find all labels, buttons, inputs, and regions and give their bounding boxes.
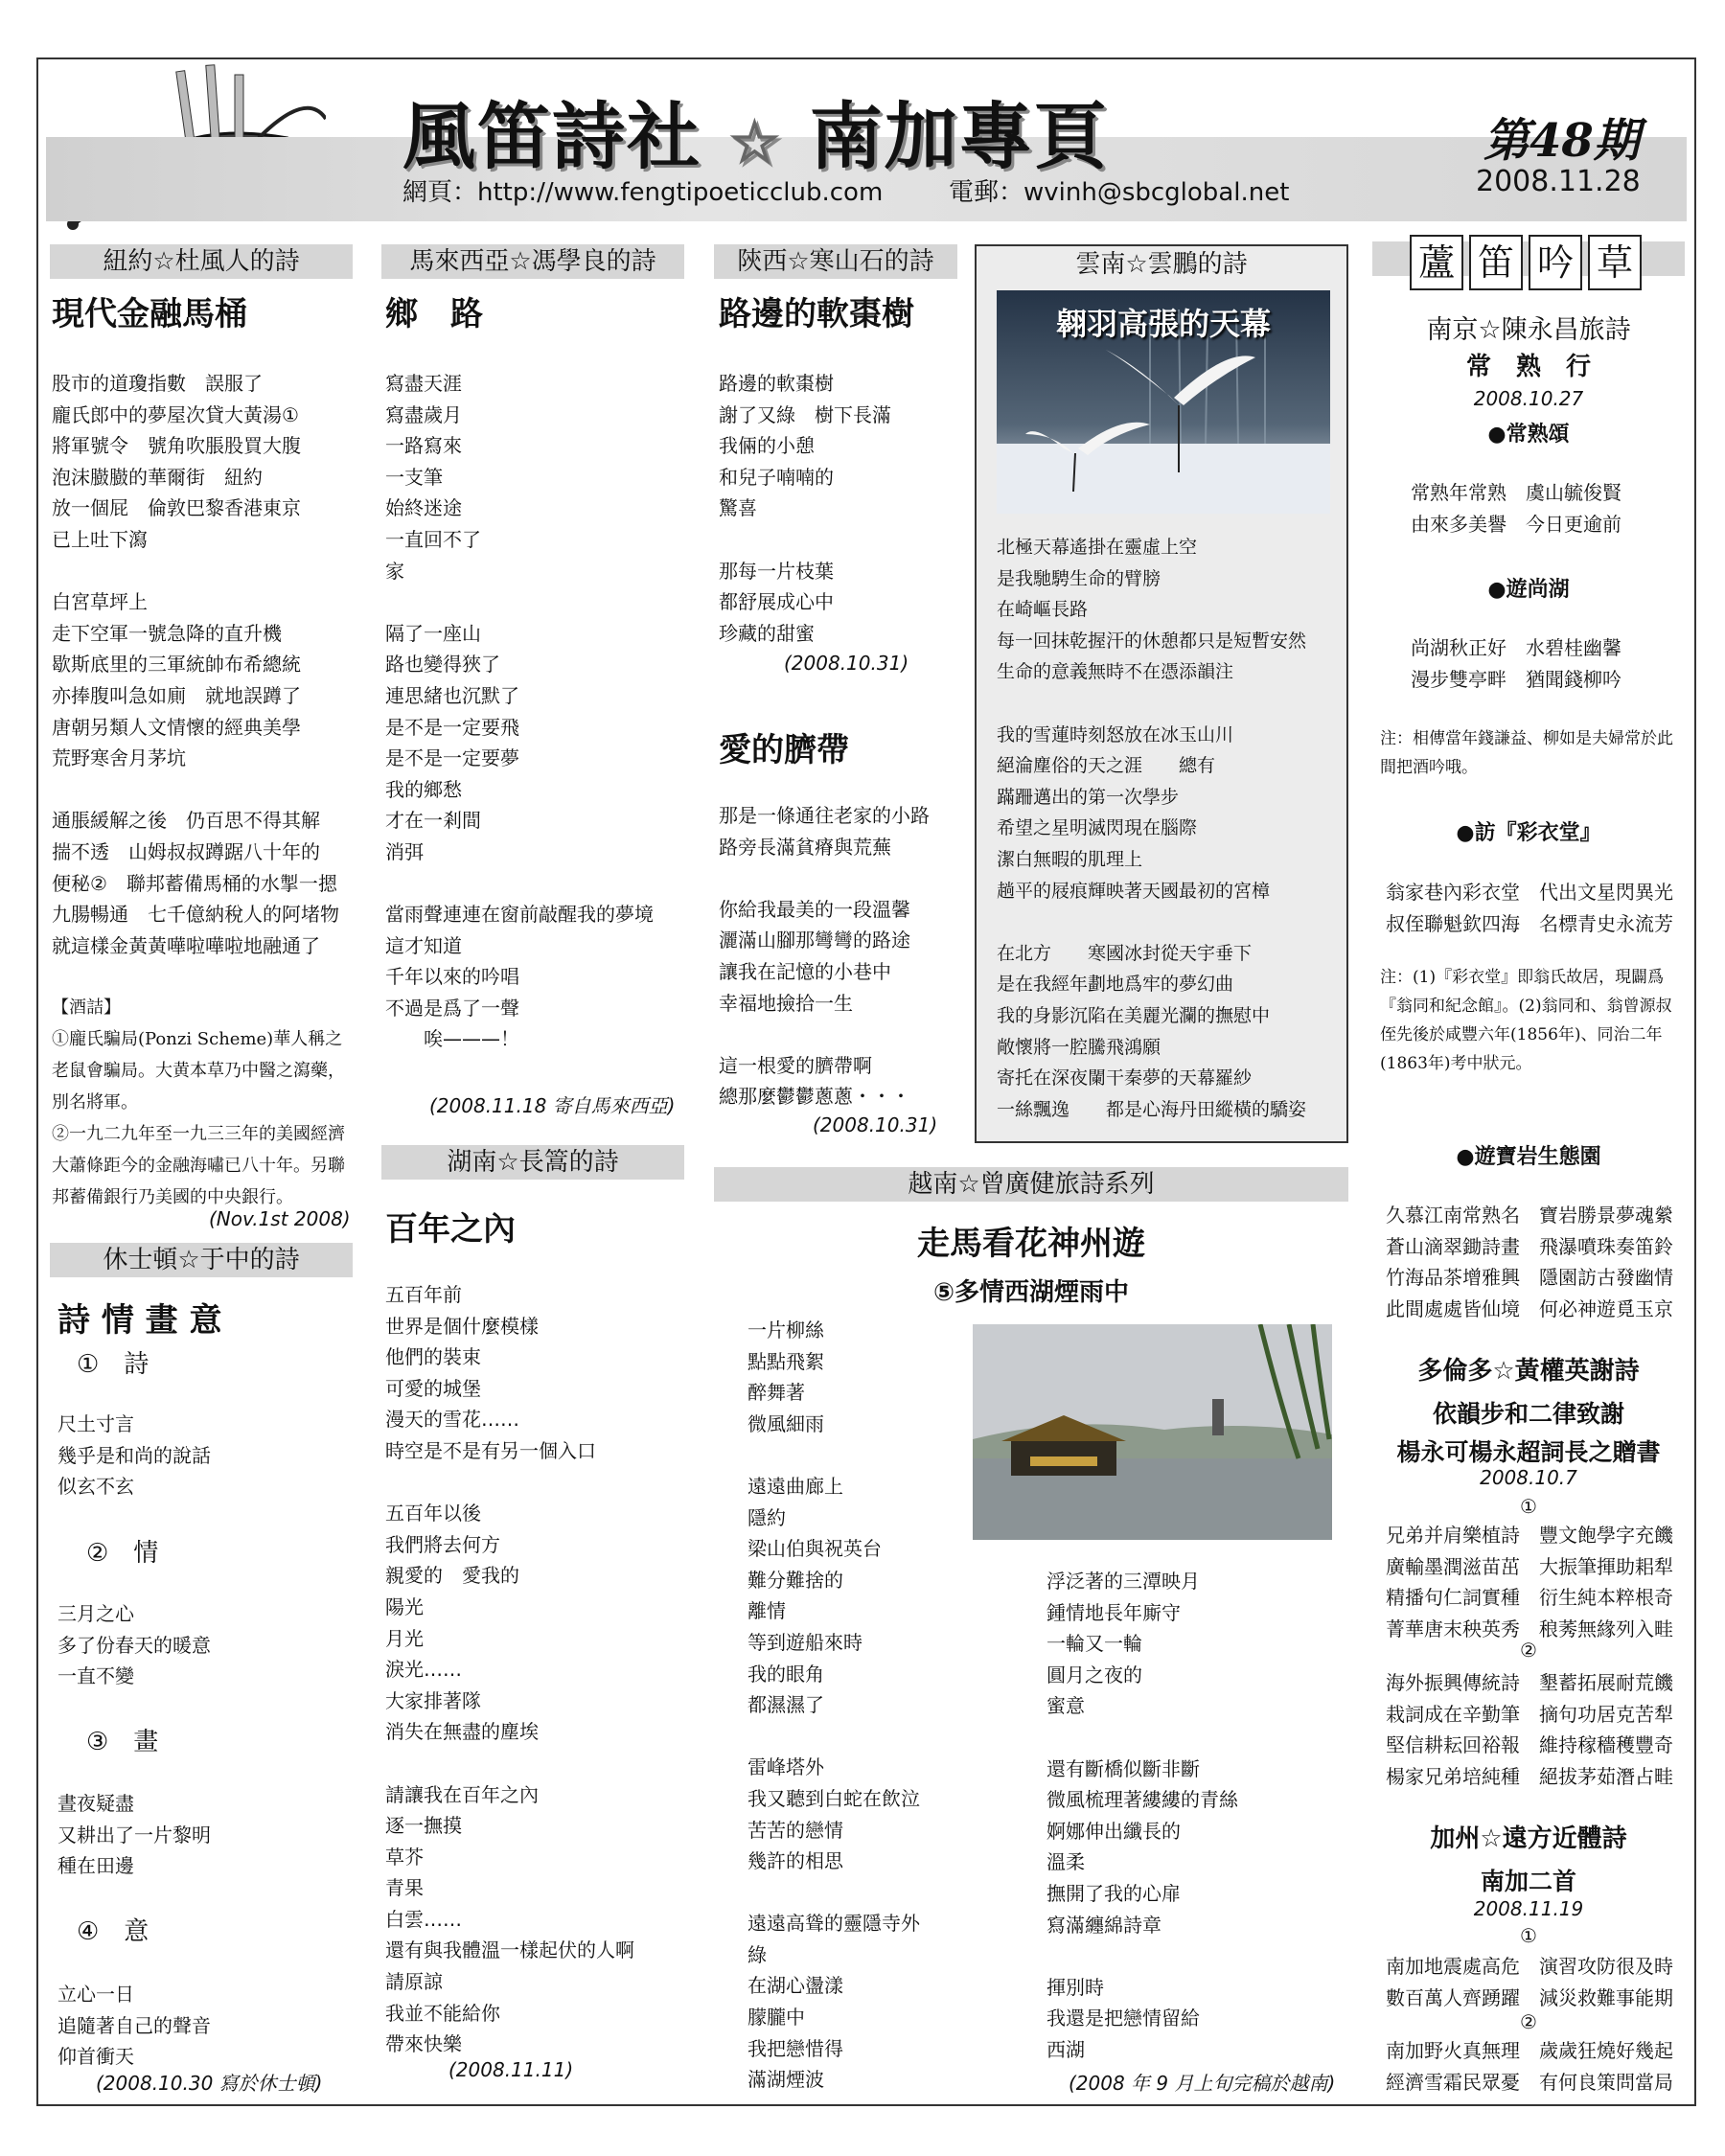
title-right: 南加專頁 [809, 94, 1109, 179]
poem-body: 一片柳絲 點點飛絮 醉舞著 微風細雨 遠遠曲廊上 隱約 梁山伯與祝英台 難分難捨的 離情 等到遊船來時 我的眼角 都濕濕了 雷峰塔外 我又聽到白蛇在飲泣 苦苦的戀情 幾許的相思 遠遠高聳的靈隱寺外 綠 在湖心盪漾 朦朧中 我把戀惜得 滿湖煙波 [748, 1319, 920, 2092]
website-link[interactable]: 網頁：http://www.fengtipoeticclub.com [402, 178, 884, 207]
poem-title: 依韻步和二律致謝 [1432, 1400, 1624, 1428]
poem-body: 三月之心 多了份春天的暖意 一直不變 [58, 1602, 211, 1688]
section-header: 休士頓☆于中的詩 [50, 1243, 353, 1277]
author-heading: 多倫多☆黃權英謝詩 [1417, 1357, 1640, 1386]
part-heading: ② 情 [86, 1539, 159, 1568]
issue-number: 第48期 [1484, 114, 1640, 168]
poem-date: 2008.11.19 [1473, 1897, 1584, 1920]
subpoem-heading: ●訪『彩衣堂』 [1456, 821, 1601, 845]
notes [52, 992, 355, 1213]
poem-date: 2008.10.7 [1480, 1466, 1577, 1489]
section-header: 馬來西亞☆馮學良的詩 [381, 244, 684, 279]
poem-title: 鄉 路 [385, 295, 483, 333]
heading-char: 蘆 [1410, 235, 1463, 290]
poem-body: 浮泛著的三潭映月 鍾情地長年廝守 一輪又一輪 圓月之夜的 蜜意 還有斷橋似斷非斷 微風梳理著縷縷的青絲 婀娜伸出纖長的 溫柔 撫開了我的心扉 寫滿纏綿詩章 揮別時 我還是把戀情留給 西湖 [1046, 1570, 1238, 2061]
poem-title: 楊永可楊永超詞長之贈書 [1396, 1438, 1661, 1466]
poem-number: ① [1520, 1495, 1537, 1518]
note: 注：(1)『彩衣堂』即翁氏故居，現闢爲『翁同和紀念館』。(2)翁同和、翁曾源叔侄先後於咸豐六年(1856年)、同治二年(1863年)考中狀元。 [1380, 968, 1672, 1073]
poem-date: (2008 年 9 月上旬完稿於越南) [1069, 2072, 1336, 2095]
section-header: 紐約☆杜風人的詩 [50, 244, 353, 279]
poem-body: 五百年前 世界是個什麼模樣 他們的裝束 可愛的城堡 漫天的雪花…… 時空是不是有另一個入口 五百年以後 我們將去何方 親愛的 愛我的 陽光 月光 淚光…… 大家排著隊 消失在無盡的塵埃 請讓我在百年之內 逐一撫摸 草芥 青果 白雲…… 還有與我體溫一樣起伏的人啊 請原諒 我並不能給你 帶來快樂 [385, 1283, 634, 2056]
part-heading: ③ 畫 [86, 1728, 159, 1756]
poem-title: 百年之內 [385, 1210, 516, 1249]
section-header: 雲南☆雲鵬的詩 [1075, 250, 1248, 279]
poem-body: 南加地震處高危 演習攻防很及時 數百萬人齊踴躍 減災救難事能期 [1386, 1955, 1673, 2009]
poem-title: 南加二首 [1480, 1868, 1576, 1895]
poem-number: ② [1520, 2010, 1537, 2033]
author-heading: 南京☆陳永昌旅詩 [1426, 315, 1631, 345]
poem-body: 尺土寸言 幾乎是和尚的說話 似玄不玄 [58, 1412, 211, 1499]
poem-date: (2008.10.31) [784, 652, 909, 675]
poem-title: 路邊的軟棗樹 [719, 295, 914, 333]
poem-number: ② [1520, 1639, 1537, 1662]
poem-date: 2008.10.27 [1473, 387, 1584, 410]
poem-body: 翁家巷內彩衣堂 代出文星閃異光 叔侄聯魁欽四海 名標青史永流芳 [1386, 881, 1673, 935]
poem-date: (2008.10.30 寫於休士頓) [96, 2072, 323, 2095]
note-item: ①龐氏騙局(Ponzi Scheme)華人稱之老鼠會騙局。大黄本草乃中醫之瀉藥，別名將軍。 [52, 1029, 345, 1112]
note-heading: 【酒詰】 [52, 998, 121, 1018]
poem-title: 現代金融馬桶 [52, 295, 247, 333]
subpoem-heading: ●常熟頌 [1487, 423, 1570, 447]
section-header: 陝西☆寒山石的詩 [714, 244, 957, 279]
part-heading: ④ 意 [77, 1917, 150, 1946]
poem-body: 尚湖秋正好 水碧桂幽馨 漫步雙亭畔 猶聞錢柳吟 [1411, 636, 1622, 691]
poem-body: 南加野火真無理 歲歲狂燒好幾起 經濟雪霜民眾憂 有何良策問當局 [1386, 2039, 1673, 2094]
poem-body: 常熟年常熟 虞山毓俊賢 由來多美譽 今日更逾前 [1411, 481, 1622, 536]
poem-body: 海外振興傳統詩 墾蓄拓展耐荒饑 栽詞成在辛勤筆 摘句功居克苦犁 堅信耕耘回裕報 維持稼穡穫豐奇 楊家兄弟培純種 絕拔茅茹潛占畦 [1386, 1671, 1673, 1788]
poem-body: 路邊的軟棗樹 謝了又綠 樹下長滿 我倆的小憩 和兒子喃喃的 驚喜 那每一片枝葉 都舒展成心中 珍藏的甜蜜 [719, 372, 891, 645]
poem-body: 北極天幕遙掛在靈虛上空 是我馳騁生命的臂膀 在崎嶇長路 每一回抹乾握汗的休憩都只是短暫安然 生命的意義無時不在憑添韻注 我的雪蓮時刻怒放在冰玉山川 絕淪塵俗的天之涯 總有 蹣跚邁出的第一次學步 希望之星明滅閃現在腦際 潔白無暇的肌理上 趟平的屐痕輝映著天國最初的宮樟 在北方 寒國冰封從天宇垂下 是在我經年劃地爲牢的夢幻曲 我的身影沉陷在美麗光瀾的撫慰中 敞懷將一腔騰飛鴻願 寄托在深夜闌干秦夢的天幕羅紗 一絲飄逸 都是心海丹田縱橫的驕姿 [997, 537, 1307, 1120]
masthead-title [402, 79, 1109, 183]
star-icon: ☆ [728, 109, 783, 176]
poem-title: 常 熟 行 [1465, 353, 1591, 381]
subpoem-heading: ●遊尚湖 [1487, 578, 1570, 602]
heading-char: 吟 [1529, 235, 1582, 290]
west-lake-photo [973, 1324, 1332, 1540]
poem-title: 走馬看花神州遊 [917, 1225, 1145, 1263]
photo-caption: 翱羽高張的天幕 [1055, 306, 1271, 342]
poem-date: (2008.10.31) [813, 1113, 938, 1136]
cranes-photo [997, 290, 1330, 514]
poem-title: 愛的臍帶 [719, 731, 849, 769]
poem-date: (2008.11.11) [448, 2058, 574, 2081]
part-heading: ① 詩 [77, 1350, 150, 1379]
poem-date: (2008.11.18 寄自馬來西亞) [429, 1094, 676, 1117]
issue-date: 2008.11.28 [1476, 165, 1641, 198]
note: 注：相傳當年錢謙益、柳如是夫婦常於此間把酒吟哦。 [1380, 729, 1673, 777]
email-link[interactable]: 電郵：wvinh@sbcglobal.net [949, 178, 1290, 207]
heading-char: 草 [1588, 235, 1642, 290]
subpoem-heading: ●遊寶岩生態園 [1456, 1145, 1601, 1169]
poem-title: 詩 情 畫 意 [58, 1301, 222, 1340]
poem-number: ① [1520, 1924, 1537, 1947]
poem-body: 寫盡天涯 寫盡歲月 一路寫來 一支筆 始終迷途 一直回不了 家 隔了一座山 路也變得狹了 連思緒也沉默了 是不是一定要飛 是不是一定要夢 我的鄉愁 才在一剎間 消弭 當雨聲連連在窗前敲醒我的夢境 這才知道 千年以來的吟唱 不過是爲了一聲 唉———！ [385, 372, 654, 1051]
poem-body: 晝夜疑盡 又耕出了一片黎明 種在田邊 [58, 1792, 211, 1878]
section-header: 湖南☆長篙的詩 [381, 1145, 684, 1180]
poem-body: 兄弟并肩樂植詩 豐文飽學字充饑 廣輸墨潤滋苗茁 大振筆揮助耜犁 精播句仁詞實種 衍生純本粹根奇 菁華唐末秧英秀 稂莠無緣列入畦 [1386, 1524, 1673, 1640]
lu-di-heading [1372, 235, 1685, 290]
poem-body: 股市的道瓊指數 誤服了 龐氏郎中的夢屋次貸大黃湯① 將軍號令 號角吹脹股買大腹 泡沫臌臌的華爾街 紐約 放一個屁 倫敦巴黎香港東京 已上吐下瀉 白宮草坪上 走下空軍一號急降的直升機 歇斯底里的三軍統帥布希總統 亦捧腹叫急如廁 就地誤蹲了 唐朝另類人文情懷的經典美學 荒野寒舍月茅坑 通脹緩解之後 仍百思不得其解 揣不透 山姆叔叔蹲踞八十年的 便秘② 聯邦蓄備馬桶的水掣一摁 九腸暢通 七千億納稅人的阿堵物 就這樣金黃黃嘩啦嘩啦地融通了 [52, 372, 339, 957]
poem-body: 久慕江南常熟名 寶岩勝景夢魂縈 蒼山滴翠鋤詩畫 飛瀑噴珠奏笛鈴 竹海品茶增雅興 隱園訪古發幽情 此間處處皆仙境 何必神遊覓玉京 [1386, 1204, 1673, 1320]
heading-char: 笛 [1469, 235, 1523, 290]
author-heading: 加州☆遠方近體詩 [1430, 1824, 1627, 1853]
note-date: (Nov.1st 2008) [209, 1207, 351, 1230]
poem-body: 立心一日 追隨著自己的聲音 仰首衝天 [58, 1983, 211, 2069]
section-header: 越南☆曾廣健旅詩系列 [714, 1167, 1348, 1202]
poem-body: 那是一條通往老家的小路 路旁長滿貧瘠與荒蕪 你給我最美的一段溫馨 灑滿山腳那彎彎的路途 讓我在記憶的小巷中 幸福地撿拾一生 這一根愛的臍帶啊 總那麼鬱鬱蔥蔥・・・ [719, 804, 930, 1109]
note-item: ②一九二九年至一九三三年的美國經濟大蕭條距今的金融海嘯已八十年。另聯邦蓄備銀行乃美國的中央銀行。 [52, 1124, 345, 1207]
title-left: 風笛詩社 [402, 94, 702, 179]
poem-subtitle: ⑤多情西湖煙雨中 [932, 1278, 1129, 1307]
